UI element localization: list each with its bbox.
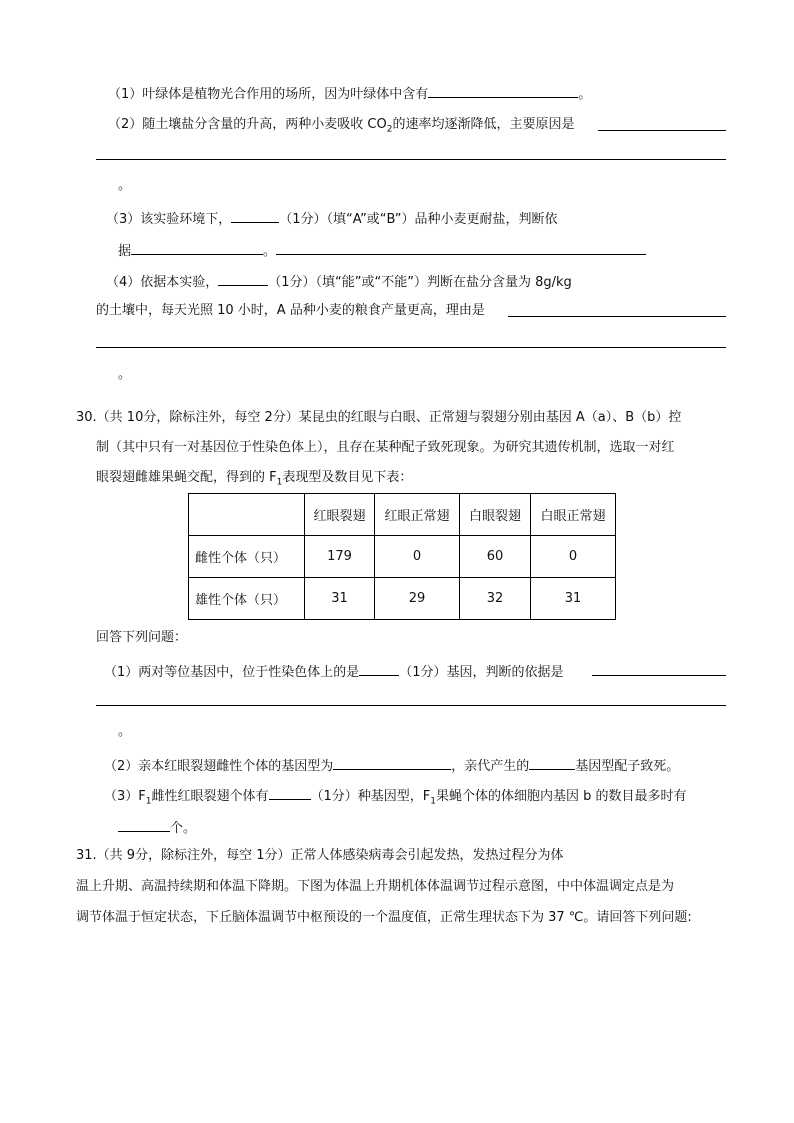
q29-part3-line2: 据 。 bbox=[118, 240, 646, 261]
q29-part4-end: 。 bbox=[118, 367, 132, 382]
answer-line[interactable] bbox=[96, 159, 726, 160]
table-cell: 0 bbox=[531, 536, 616, 578]
answer-blank[interactable] bbox=[592, 675, 726, 676]
q29-part4-line2: 的土壤中，每天光照 10 小时，A 品种小麦的粮食产量更高，理由是 bbox=[96, 303, 485, 318]
table-cell: 31 bbox=[531, 578, 616, 620]
q30-intro-line3: 眼裂翅雌雄果蝇交配，得到的 $F_1$表现型及数目见下表： bbox=[96, 470, 413, 488]
q31-line2: 温上升期、高温持续期和体温下降期。下图为体温上升期机体体温调节过程示意图，中中体温调定点是为 bbox=[76, 879, 675, 894]
q29-part3: （3）该实验环境下， （1分）（填“A”或“B”）品种小麦更耐盐，判断依 bbox=[106, 208, 558, 229]
table-cell: 0 bbox=[375, 536, 460, 578]
table-header-row bbox=[189, 494, 616, 536]
table-cell: 31 bbox=[305, 578, 375, 620]
answer-blank[interactable] bbox=[598, 130, 726, 131]
answer-line[interactable] bbox=[96, 705, 726, 706]
q29-part2: （2）随土壤盐分含量的升高，两种小麦吸收 $CO_2$的速率均逐渐降低，主要原因是 bbox=[108, 117, 575, 135]
q29-part2-end: 。 bbox=[118, 178, 132, 193]
table-cell: 32 bbox=[460, 578, 531, 620]
answer-blank[interactable] bbox=[508, 316, 726, 317]
q29-part4: （4）依据本实验， （1分）（填“能”或“不能”）判断在盐分含量为 8g/kg bbox=[106, 271, 572, 292]
table-header-cell bbox=[189, 494, 305, 536]
table-header-cell: 红眼裂翅 bbox=[305, 494, 375, 536]
answer-blank[interactable] bbox=[269, 785, 311, 800]
table-row bbox=[189, 536, 616, 578]
table-row bbox=[189, 578, 616, 620]
table-cell: 29 bbox=[375, 578, 460, 620]
answer-prompt: 回答下列问题： bbox=[96, 630, 188, 645]
table-header-cell: 红眼正常翅 bbox=[375, 494, 460, 536]
q30-part1-end: 。 bbox=[118, 724, 132, 739]
table-row-label: 雄性个体（只） bbox=[189, 578, 305, 620]
q30-part3-line2: 个。 bbox=[118, 817, 196, 838]
answer-blank[interactable] bbox=[276, 240, 646, 255]
table-cell: 179 bbox=[305, 536, 375, 578]
q30-part2: （2）亲本红眼裂翅雌性个体的基因型为 ，亲代产生的 基因型配子致死。 bbox=[104, 755, 679, 776]
answer-blank[interactable] bbox=[231, 208, 279, 223]
answer-blank[interactable] bbox=[529, 755, 575, 770]
answer-blank[interactable] bbox=[118, 817, 170, 832]
table-row-label: 雌性个体（只） bbox=[189, 536, 305, 578]
q30-intro-line2: 制（其中只有一对基因位于性染色体上），且存在某种配子致死现象。为研究其遗传机制，选取一对红 bbox=[96, 440, 675, 455]
q30-part1: （1）两对等位基因中，位于性染色体上的是 （1分）基因，判断的依据是 bbox=[104, 661, 564, 682]
answer-blank[interactable] bbox=[428, 83, 578, 98]
q30-intro-line1: 30.（共 10分，除标注外，每空 2分）某昆虫的红眼与白眼、正常翅与裂翅分别由基因 A（a）、B（b）控 bbox=[76, 410, 682, 425]
answer-blank[interactable] bbox=[333, 755, 451, 770]
answer-blank[interactable] bbox=[131, 240, 263, 255]
answer-blank[interactable] bbox=[359, 661, 399, 676]
answer-line[interactable] bbox=[96, 347, 726, 348]
q30-part3: $(3)F_1$雌性红眼裂翅个体有 （1分）种基因型，$F_1$果蝇个体的体细胞内基因 b 的数目最多时有 bbox=[104, 785, 687, 806]
table-header-cell: 白眼正常翅 bbox=[531, 494, 616, 536]
answer-blank[interactable] bbox=[218, 271, 268, 286]
table-header-cell: 白眼裂翅 bbox=[460, 494, 531, 536]
q31-line1: 31.（共 9分，除标注外，每空 1分）正常人体感染病毒会引起发热，发热过程分为体 bbox=[76, 848, 564, 863]
table-cell: 60 bbox=[460, 536, 531, 578]
q31-line3: 调节体温于恒定状态，下丘脑体温调节中枢预设的一个温度值，正常生理状态下为 37 ℃。请回答下列问题: bbox=[76, 910, 692, 925]
q29-part1: （1）叶绿体是植物光合作用的场所，因为叶绿体中含有 。 bbox=[108, 83, 591, 104]
results-table bbox=[188, 493, 616, 620]
